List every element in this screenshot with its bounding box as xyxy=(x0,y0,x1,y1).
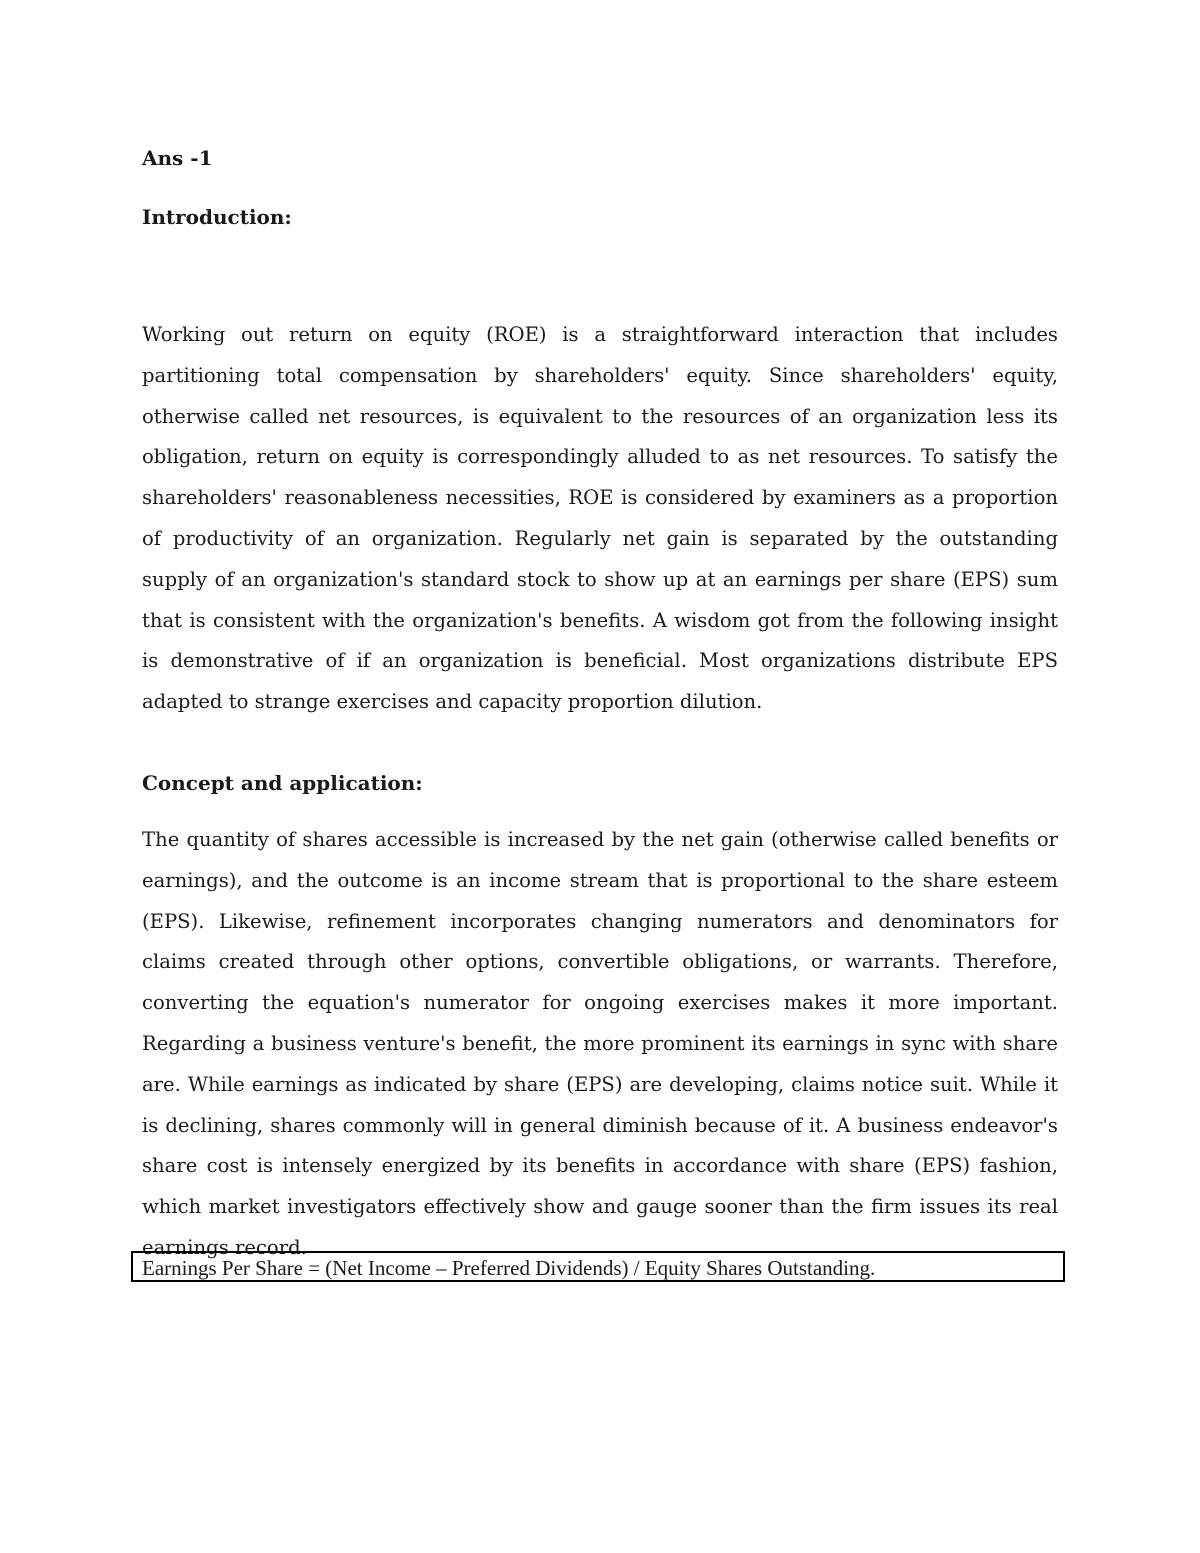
concept-heading: Concept and application: xyxy=(142,771,423,795)
eps-formula-box: Earnings Per Share = (Net Income – Preferred Dividends) / Equity Shares Outstanding. xyxy=(131,1251,1065,1282)
answer-label: Ans -1 xyxy=(142,146,213,170)
concept-paragraph: The quantity of shares accessible is increased by the net gain (otherwise called benefits or earnings), and the outcome is an income stream that is proportional to the share esteem (EPS). Likewise, refinement incorporates changing numerators and denominators for claims created through other options, convertible obligations, or warrants. Therefore, converting the equation's numerator for ongoing exercises makes it more important. Regarding a business venture's benefit, the more prominent its earnings in sync with share are. While earnings as indicated by share (EPS) are developing, claims notice suit. While it is declining, shares commonly will in general diminish because of it. A business endeavor's share cost is intensely energized by its benefits in accordance with share (EPS) fashion, which market investigators effectively show and gauge sooner than the firm issues its real earnings record. xyxy=(142,828,1058,1259)
introduction-heading: Introduction: xyxy=(142,205,292,229)
introduction-paragraph: Working out return on equity (ROE) is a straightforward interaction that includes partitioning total compensation by shareholders' equity. Since shareholders' equity, otherwise called net resources, is equivalent to the resources of an organization less its obligation, return on equity is correspondingly alluded to as net resources. To satisfy the shareholders' reasonableness necessities, ROE is considered by examiners as a proportion of productivity of an organization. Regularly net gain is separated by the outstanding supply of an organization's standard stock to show up at an earnings per share (EPS) sum that is consistent with the organization's benefits. A wisdom got from the following insight is demonstrative of if an organization is beneficial. Most organizations distribute EPS adapted to strange exercises and capacity proportion dilution. xyxy=(142,323,1058,714)
